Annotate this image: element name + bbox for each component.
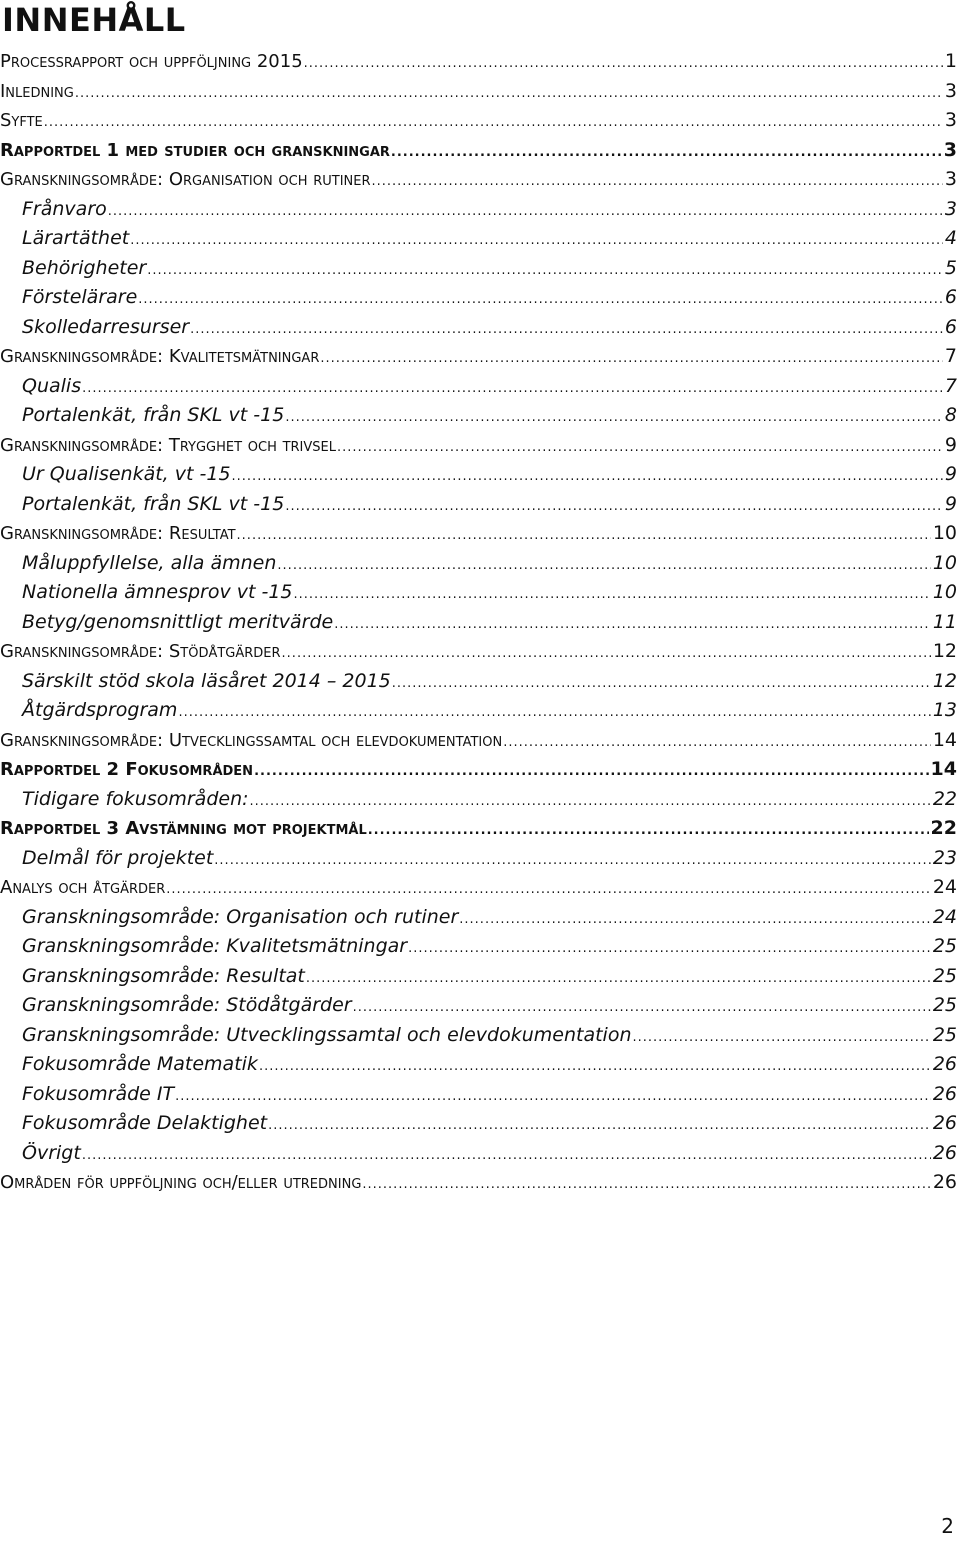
toc-entry-subheading[interactable] [0, 991, 960, 1021]
toc-entry-label: Fokusområde IT [22, 1082, 175, 1105]
dot-leader [250, 787, 931, 817]
toc-entry-page: 26 [932, 1141, 957, 1164]
toc-entry-label: Måluppfyllelse, alla ämnen [22, 551, 277, 574]
toc-entry-page: 9 [944, 463, 957, 485]
toc-entry-page: 13 [932, 699, 957, 721]
dot-leader [282, 639, 931, 669]
toc-entry-subheading[interactable] [0, 962, 960, 992]
toc-entry-page: 6 [944, 315, 957, 338]
toc-entry-label: Syfte [0, 110, 43, 131]
dot-leader [108, 197, 943, 227]
toc-entry-page: 23 [932, 846, 957, 869]
toc-entry-label: Granskningsområde: Resultat [0, 523, 236, 544]
dot-leader [147, 256, 943, 286]
toc-entry-subheading[interactable] [0, 283, 960, 313]
toc-entry-subheading[interactable] [0, 372, 960, 402]
toc-entry-heading[interactable] [0, 165, 960, 195]
toc-entry-label: Granskningsområde: Kvalitetsmätningar [0, 346, 320, 367]
toc-entry-page: 3 [943, 138, 957, 161]
dot-leader [254, 757, 928, 787]
toc-entry-label: Tidigare fokusområden: [22, 787, 249, 810]
toc-entry-page: 10 [932, 522, 957, 544]
toc-entry-label: Granskningsområde: Stödåtgärder [0, 641, 281, 662]
page-number: 2 [941, 1514, 954, 1538]
toc-entry-label: Rapportdel 3 Avstämning mot projektmål [0, 818, 367, 839]
toc-entry-subheading[interactable] [0, 254, 960, 284]
toc-entry-label: Skolledarresurser [22, 315, 190, 338]
dot-leader [232, 462, 943, 492]
dot-leader [368, 816, 929, 846]
dot-leader [237, 521, 931, 551]
toc-entry-label: Lärartäthet [22, 227, 130, 249]
dot-leader [268, 1111, 931, 1141]
dot-leader [178, 698, 930, 728]
toc-entry-label: Rapportdel 2 Fokusområden [0, 759, 254, 780]
toc-entry-label: Fokusområde Delaktighet [22, 1112, 268, 1134]
toc-entry-subheading[interactable] [0, 1050, 960, 1080]
dot-leader [166, 875, 931, 905]
dot-leader [337, 433, 943, 463]
toc-entry-label: Granskningsområde: Stödåtgärder [22, 994, 352, 1016]
toc-entry-subheading[interactable] [0, 1080, 960, 1110]
toc-entry-heading[interactable] [0, 814, 960, 844]
toc-entry-page: 22 [930, 817, 957, 839]
dot-leader [82, 374, 943, 404]
dot-leader [320, 344, 943, 374]
toc-entry-page: 1 [944, 50, 957, 72]
toc-entry-page: 11 [932, 610, 957, 633]
dot-leader [44, 108, 943, 138]
toc-entry-label: Delmål för projektet [22, 846, 214, 869]
toc-entry-heading[interactable] [0, 47, 960, 77]
toc-entry-heading[interactable] [0, 1168, 960, 1198]
toc-entry-page: 26 [932, 1053, 957, 1075]
toc-entry-heading[interactable] [0, 136, 960, 166]
toc-entry-label: Behörigheter [22, 256, 147, 279]
toc-entry-page: 25 [932, 994, 957, 1016]
toc-entry-heading[interactable] [0, 637, 960, 667]
toc-entry-page: 8 [944, 404, 957, 426]
toc-entry-subheading[interactable] [0, 785, 960, 815]
toc-entry-label: Fokusområde Matematik [22, 1053, 258, 1075]
toc-entry-subheading[interactable] [0, 195, 960, 225]
dot-leader [259, 1052, 931, 1082]
toc-entry-subheading[interactable] [0, 224, 960, 254]
toc-entry-label: Frånvaro [22, 197, 107, 220]
toc-entry-label: Granskningsområde: Resultat [22, 964, 305, 987]
toc-entry-label: Granskningsområde: Utvecklingssamtal och elevdokumentation [22, 1023, 632, 1046]
toc-entry-subheading[interactable] [0, 903, 960, 933]
toc-entry-subheading[interactable] [0, 490, 960, 520]
dot-leader [214, 846, 931, 876]
toc-entry-subheading[interactable] [0, 608, 960, 638]
toc-entry-page: 12 [932, 640, 957, 662]
toc-entry-label: Rapportdel 1 med studier och granskningar [0, 139, 390, 161]
toc-entry-page: 14 [932, 728, 957, 751]
dot-leader [306, 964, 931, 994]
toc-entry-page: 3 [944, 168, 957, 190]
toc-entry-label: Åtgärdsprogram [22, 699, 178, 721]
toc-entry-label: Qualis [22, 374, 82, 397]
toc-entry-page: 3 [944, 197, 957, 220]
toc-entry-page: 9 [944, 492, 957, 515]
toc-entry-label: Portalenkät, från SKL vt -15 [22, 492, 285, 515]
dot-leader [408, 934, 931, 964]
toc-entry-label: Betyg/genomsnittligt meritvärde [22, 610, 334, 633]
dot-leader [175, 1082, 931, 1112]
toc-entry-heading[interactable] [0, 873, 960, 903]
toc-entry-label: Nationella ämnesprov vt -15 [22, 581, 293, 603]
table-of-contents [0, 47, 960, 1198]
toc-entry-label: Granskningsområde: Trygghet och trivsel [0, 434, 336, 456]
toc-entry-page: 9 [944, 433, 957, 456]
toc-entry-label: Granskningsområde: Kvalitetsmätningar [22, 935, 408, 957]
toc-entry-subheading[interactable] [0, 401, 960, 431]
toc-entry-page: 26 [932, 1171, 957, 1193]
toc-entry-page: 5 [944, 256, 957, 279]
toc-entry-page: 7 [944, 345, 957, 367]
toc-entry-page: 6 [944, 286, 957, 308]
toc-entry-subheading[interactable] [0, 696, 960, 726]
dot-leader [285, 492, 943, 522]
toc-entry-page: 3 [944, 79, 957, 102]
toc-entry-page: 26 [932, 1112, 957, 1134]
toc-entry-subheading[interactable] [0, 1109, 960, 1139]
toc-entry-page: 24 [932, 876, 957, 898]
toc-entry-page: 3 [944, 109, 957, 131]
dot-leader [353, 993, 931, 1023]
dot-leader [362, 1170, 930, 1200]
toc-entry-subheading[interactable] [0, 1021, 960, 1051]
dot-leader [130, 226, 943, 256]
toc-entry-heading[interactable] [0, 106, 960, 136]
dot-leader [285, 403, 943, 433]
toc-entry-page: 26 [932, 1082, 957, 1105]
dot-leader [277, 551, 930, 581]
toc-entry-page: 4 [944, 227, 957, 249]
dot-leader [334, 610, 931, 640]
toc-entry-subheading[interactable] [0, 313, 960, 343]
toc-entry-label: Portalenkät, från SKL vt -15 [22, 404, 285, 426]
toc-entry-label: Särskilt stöd skola läsåret 2014 – 2015 [22, 669, 391, 692]
toc-entry-subheading[interactable] [0, 844, 960, 874]
dot-leader [304, 49, 943, 79]
toc-entry-page: 12 [932, 669, 957, 692]
toc-entry-label: Granskningsområde: Organisation och rutiner [22, 905, 459, 928]
toc-entry-heading[interactable] [0, 342, 960, 372]
toc-entry-subheading[interactable] [0, 460, 960, 490]
toc-entry-page: 14 [930, 758, 957, 780]
toc-entry-page: 25 [932, 935, 957, 957]
dot-leader [138, 285, 943, 315]
toc-entry-label: Analys och åtgärder [0, 877, 166, 898]
toc-entry-label: Ur Qualisenkät, vt -15 [22, 463, 231, 485]
toc-entry-page: 25 [932, 964, 957, 987]
dot-leader [75, 79, 943, 109]
toc-entry-subheading[interactable] [0, 932, 960, 962]
toc-entry-label: Övrigt [22, 1141, 81, 1164]
dot-leader [459, 905, 931, 935]
toc-entry-label: Granskningsområde: Organisation och rutiner [0, 169, 371, 190]
toc-entry-label: Områden för uppföljning och/eller utredning [0, 1172, 362, 1193]
toc-entry-heading[interactable] [0, 755, 960, 785]
toc-entry-page: 25 [932, 1023, 957, 1046]
dot-leader [503, 728, 931, 758]
toc-entry-label: Förstelärare [22, 286, 138, 308]
toc-entry-heading[interactable] [0, 519, 960, 549]
toc-entry-page: 10 [932, 581, 957, 603]
toc-entry-subheading[interactable] [0, 578, 960, 608]
toc-entry-page: 7 [944, 374, 957, 397]
page-title: INNEHÅLL [2, 1, 186, 39]
toc-entry-subheading[interactable] [0, 549, 960, 579]
dot-leader [391, 138, 942, 168]
dot-leader [372, 167, 943, 197]
toc-entry-subheading[interactable] [0, 667, 960, 697]
dot-leader [633, 1023, 931, 1053]
toc-entry-label: Inledning [0, 80, 74, 102]
toc-entry-page: 24 [932, 905, 957, 928]
dot-leader [294, 580, 931, 610]
toc-entry-subheading[interactable] [0, 1139, 960, 1169]
toc-entry-label: Processrapport och uppföljning 2015 [0, 51, 303, 72]
toc-entry-label: Granskningsområde: Utvecklingssamtal och elevdokumentation [0, 729, 503, 751]
toc-entry-page: 22 [932, 787, 957, 810]
toc-entry-heading[interactable] [0, 726, 960, 756]
dot-leader [190, 315, 943, 345]
toc-entry-heading[interactable] [0, 77, 960, 107]
toc-entry-page: 10 [932, 551, 957, 574]
toc-entry-heading[interactable] [0, 431, 960, 461]
dot-leader [392, 669, 931, 699]
dot-leader [82, 1141, 931, 1171]
